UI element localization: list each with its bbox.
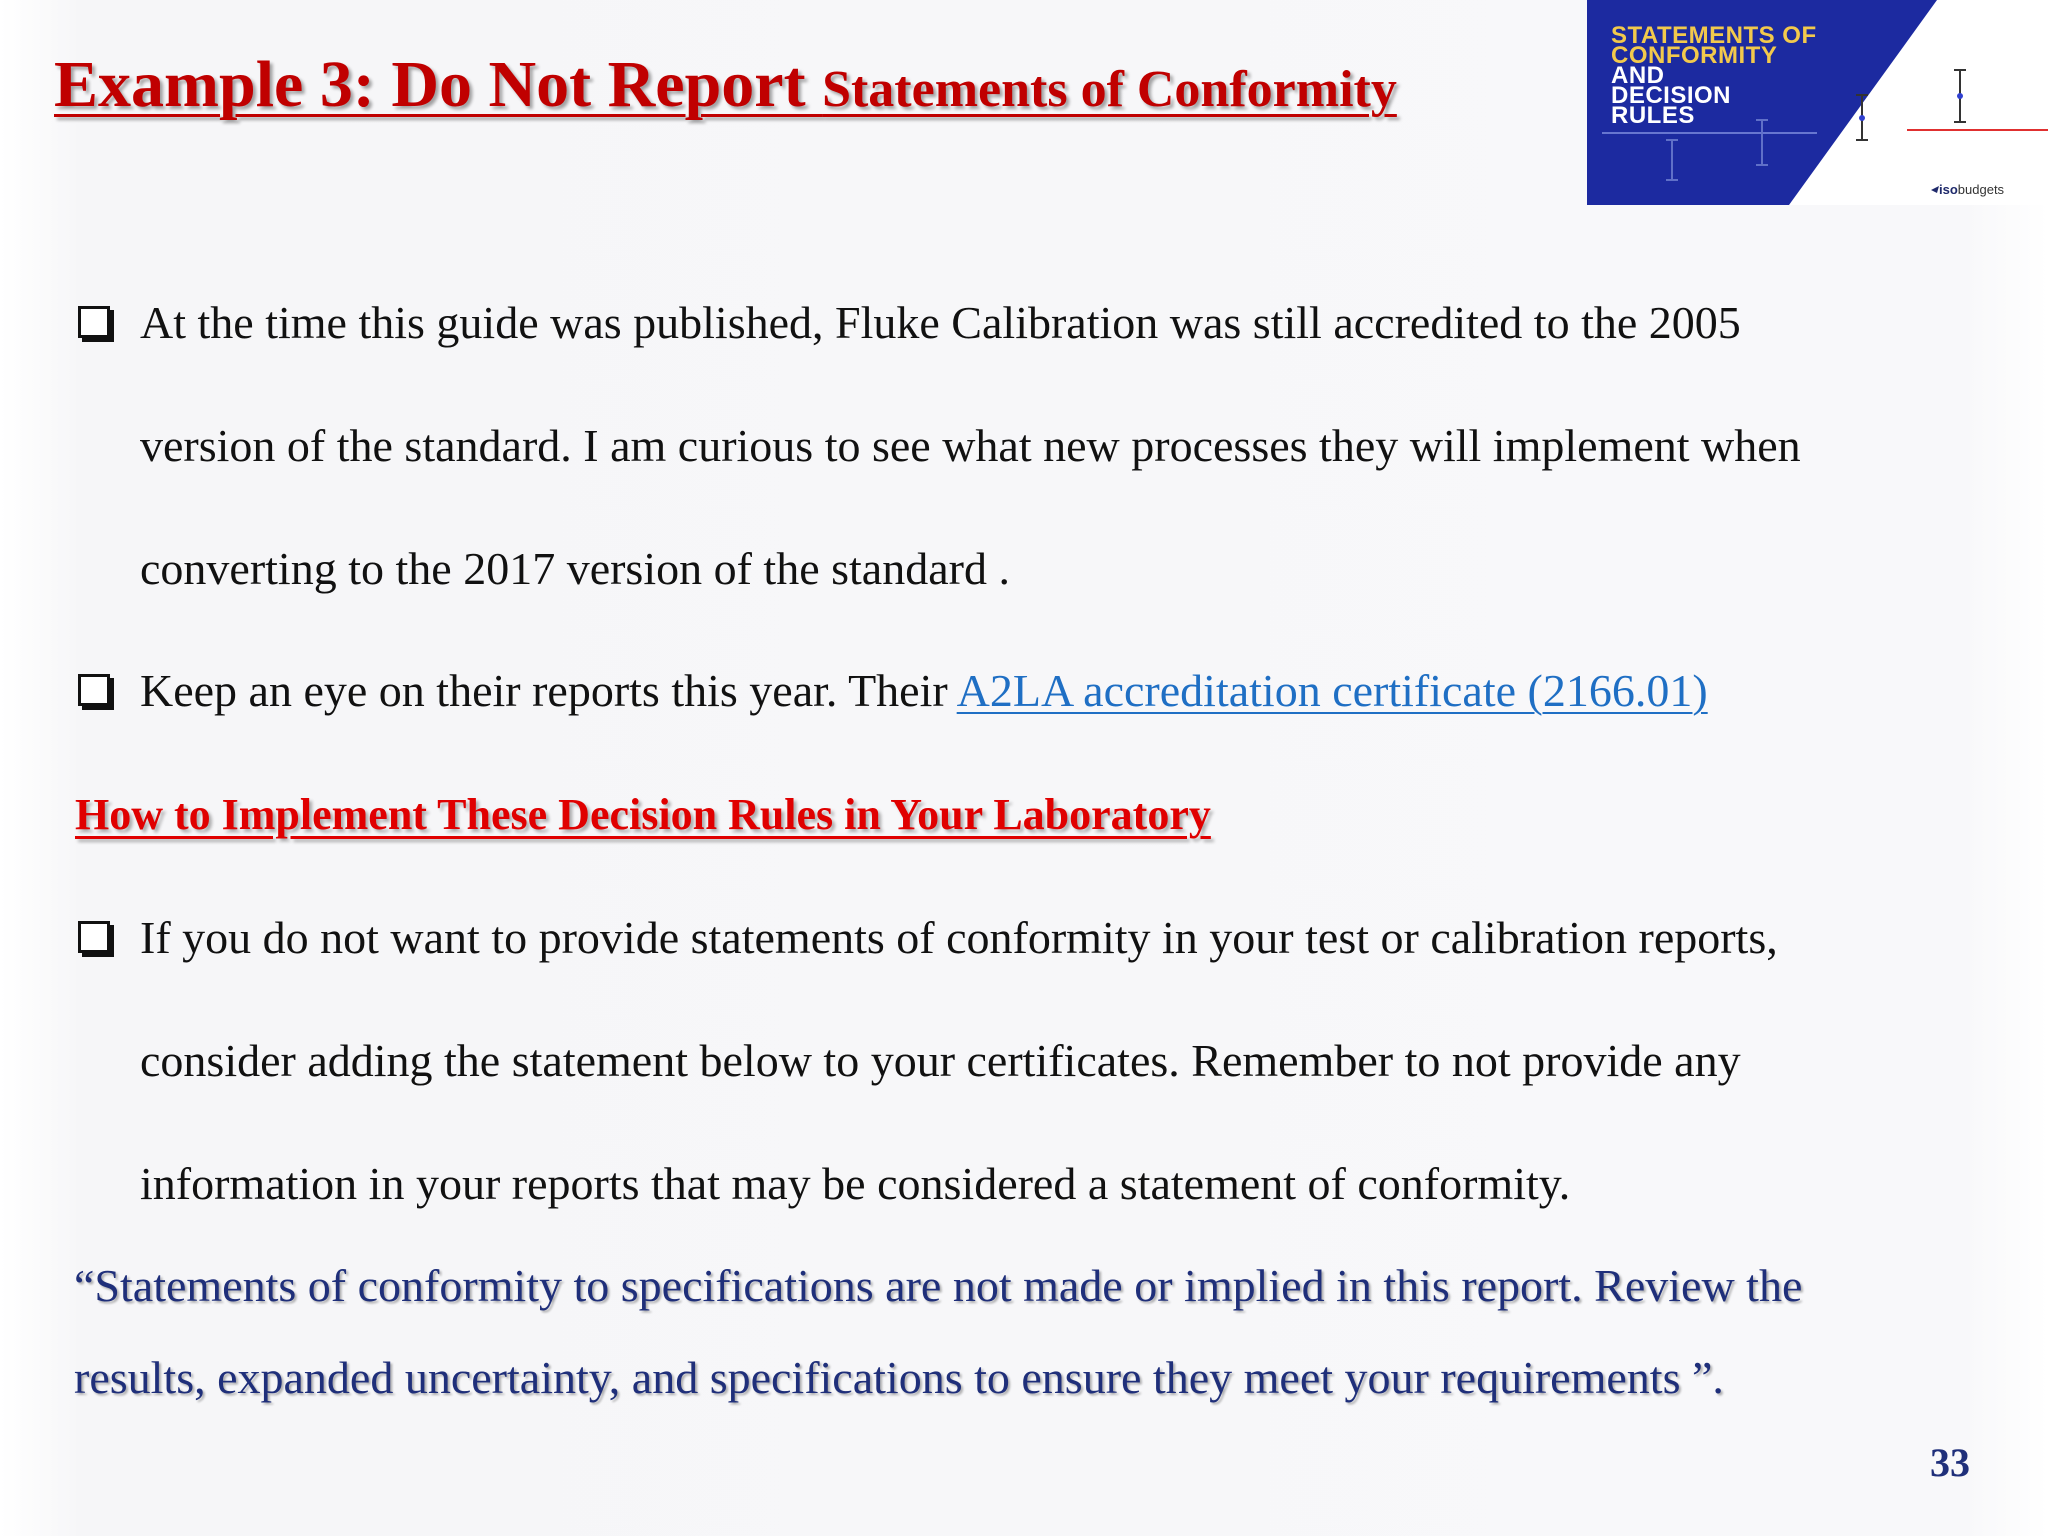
bullet-line: If you do not want to provide statements of conformity in your test or calibration reports,: [140, 912, 1778, 963]
thumbnail-image: [1587, 0, 2048, 205]
thumbnail-line-2: CONFORMITY: [1611, 42, 1778, 69]
slide-title-sub: Statements of Conformity: [822, 61, 1397, 118]
bullet-line: version of the standard. I am curious to see what new processes they will implement when: [140, 420, 1801, 471]
thumbnail-line-5: RULES: [1611, 102, 1695, 129]
bullet-text: Keep an eye on their reports this year. Their: [140, 665, 957, 716]
disclaimer-quote-line-1: “Statements of conformity to specifications are not made or implied in this report. Review the: [74, 1260, 1803, 1311]
bullet-line: information in your reports that may be considered a statement of conformity.: [140, 1158, 1571, 1209]
bullet-line: At the time this guide was published, Fluke Calibration was still accredited to the 2005: [140, 297, 1741, 348]
section-subheading: How to Implement These Decision Rules in Your Laboratory: [75, 790, 1211, 839]
checkbox-bullet-icon: [78, 674, 110, 706]
thumbnail-title: [1611, 22, 1817, 129]
checkbox-bullet-icon: [78, 921, 110, 953]
a2la-certificate-link[interactable]: A2LA accreditation certificate (2166.01): [956, 665, 1708, 716]
thumbnail-brand: [1939, 182, 2004, 197]
page-number: 33: [1930, 1440, 1970, 1485]
thumbnail-line-1: STATEMENTS OF: [1611, 22, 1817, 49]
thumbnail-line-3: AND: [1611, 62, 1665, 89]
thumbnail-brand-suffix: budgets: [1957, 182, 2005, 197]
checkbox-bullet-icon: [78, 306, 110, 338]
bullet-line: consider adding the statement below to your certificates. Remember to not provide any: [140, 1035, 1741, 1086]
bullet-line: converting to the 2017 version of the standard .: [140, 543, 1010, 594]
thumbnail-line-4: DECISION: [1611, 82, 1732, 109]
slide-title: [54, 48, 1397, 121]
slide-title-main: Example 3: Do Not Report: [54, 48, 823, 121]
thumbnail-brand-prefix: iso: [1939, 182, 1958, 197]
bullet-line: [140, 665, 1708, 716]
disclaimer-quote-line-2: results, expanded uncertainty, and specifications to ensure they meet your requirements ”.: [74, 1352, 1724, 1403]
